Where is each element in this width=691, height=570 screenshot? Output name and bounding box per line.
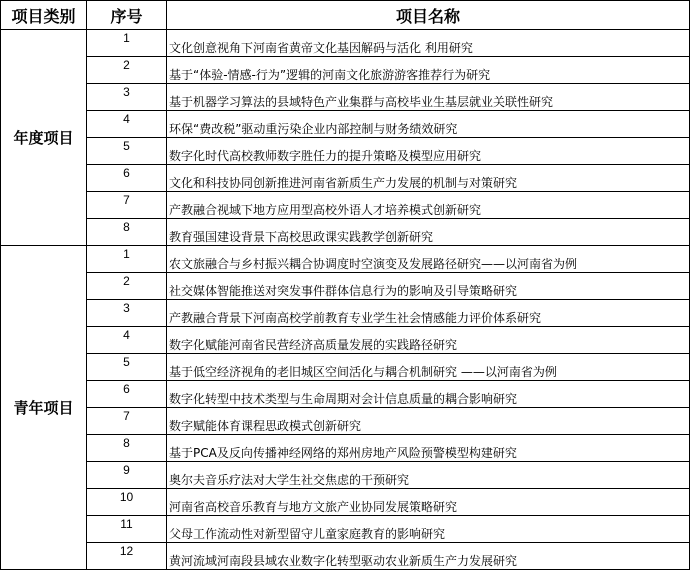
table-row — [1, 57, 690, 84]
header-name: 项目名称 — [167, 1, 690, 30]
row-number: 10 — [87, 489, 167, 516]
project-name: 父母工作流动性对新型留守儿童家庭教育的影响研究 — [167, 516, 690, 543]
row-number: 5 — [87, 354, 167, 381]
header-row — [1, 1, 690, 30]
table-row — [1, 84, 690, 111]
project-name: 农文旅融合与乡村振兴耦合协调度时空演变及发展路径研究——以河南省为例 — [167, 246, 690, 273]
project-name: 教育强国建设背景下高校思政课实践教学创新研究 — [167, 219, 690, 246]
header-category: 项目类别 — [1, 1, 87, 30]
project-name: 数字化转型中技术类型与生命周期对会计信息质量的耦合影响研究 — [167, 381, 690, 408]
table-row — [1, 300, 690, 327]
row-number: 12 — [87, 543, 167, 570]
project-name: 基于低空经济视角的老旧城区空间活化与耦合机制研究 ——以河南省为例 — [167, 354, 690, 381]
row-number: 8 — [87, 219, 167, 246]
project-name: 文化和科技协同创新推进河南省新质生产力发展的机制与对策研究 — [167, 165, 690, 192]
table-row — [1, 543, 690, 570]
project-name: 社交媒体智能推送对突发事件群体信息行为的影响及引导策略研究 — [167, 273, 690, 300]
project-name: 奥尔夫音乐疗法对大学生社交焦虑的干预研究 — [167, 462, 690, 489]
table-row — [1, 381, 690, 408]
row-number: 1 — [87, 246, 167, 273]
table-row — [1, 327, 690, 354]
row-number: 6 — [87, 165, 167, 192]
row-number: 3 — [87, 84, 167, 111]
row-number: 6 — [87, 381, 167, 408]
category-youth: 青年项目 — [1, 246, 87, 570]
row-number: 3 — [87, 300, 167, 327]
table-row — [1, 516, 690, 543]
project-name: 河南省高校音乐教育与地方文旅产业协同发展策略研究 — [167, 489, 690, 516]
row-number: 8 — [87, 435, 167, 462]
table-row — [1, 489, 690, 516]
table-row — [1, 435, 690, 462]
row-number: 1 — [87, 30, 167, 57]
project-name: 文化创意视角下河南省黄帝文化基因解码与活化 利用研究 — [167, 30, 690, 57]
row-number: 2 — [87, 273, 167, 300]
table-row — [1, 111, 690, 138]
table-row — [1, 246, 690, 273]
table-row — [1, 165, 690, 192]
table-row — [1, 354, 690, 381]
category-annual: 年度项目 — [1, 30, 87, 246]
project-name: 基于“体验-情感-行为”逻辑的河南文化旅游游客推荐行为研究 — [167, 57, 690, 84]
table-row — [1, 138, 690, 165]
project-name: 基于机器学习算法的县域特色产业集群与高校毕业生基层就业关联性研究 — [167, 84, 690, 111]
project-name: 环保“费改税”驱动重污染企业内部控制与财务绩效研究 — [167, 111, 690, 138]
project-name: 数字化赋能河南省民营经济高质量发展的实践路径研究 — [167, 327, 690, 354]
row-number: 5 — [87, 138, 167, 165]
row-number: 2 — [87, 57, 167, 84]
row-number: 7 — [87, 192, 167, 219]
header-number: 序号 — [87, 1, 167, 30]
project-name: 数字化时代高校教师数字胜任力的提升策略及模型应用研究 — [167, 138, 690, 165]
table-row — [1, 219, 690, 246]
row-number: 9 — [87, 462, 167, 489]
row-number: 11 — [87, 516, 167, 543]
row-number: 4 — [87, 327, 167, 354]
project-name: 产教融合视域下地方应用型高校外语人才培养模式创新研究 — [167, 192, 690, 219]
table-row — [1, 273, 690, 300]
row-number: 4 — [87, 111, 167, 138]
project-name: 黄河流域河南段县域农业数字化转型驱动农业新质生产力发展研究 — [167, 543, 690, 570]
table-row — [1, 30, 690, 57]
project-name: 数字赋能体育课程思政模式创新研究 — [167, 408, 690, 435]
project-name: 基于PCA及反向传播神经网络的郑州房地产风险预警模型构建研究 — [167, 435, 690, 462]
row-number: 7 — [87, 408, 167, 435]
project-name: 产教融合背景下河南高校学前教育专业学生社会情感能力评价体系研究 — [167, 300, 690, 327]
table-row — [1, 408, 690, 435]
table-row — [1, 462, 690, 489]
table-row — [1, 192, 690, 219]
